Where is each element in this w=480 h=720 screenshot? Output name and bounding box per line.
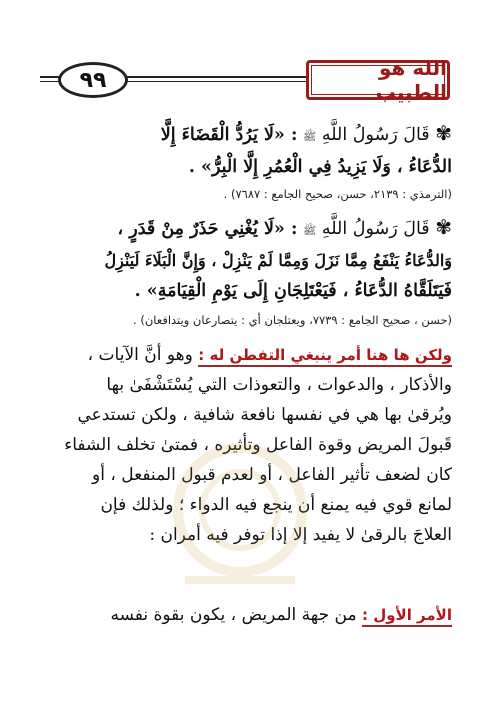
page-number: ٩٩ (58, 62, 128, 98)
hadith-1 (34, 118, 452, 182)
hadith-1-line-1 (34, 118, 452, 152)
paragraph-line-1-rest: وهو أنَّ الآيات ، (87, 345, 193, 365)
paragraph-line-3: ويُرقىٰ بها هي في نفسها نافعة شافية ، ولكن تستدعي (77, 405, 452, 425)
first-matter-line (34, 600, 452, 630)
paragraph-line-2: والأذكار ، والدعوات ، والتعوذات التي يُسْتَشْفَىٰ بها (106, 375, 452, 395)
first-matter (34, 600, 452, 630)
highlight-phrase: ولكن ها هنا أمر ينبغي التفطن له : (198, 346, 452, 367)
hadith-2-line-1 (34, 212, 452, 246)
paragraph-line-5: كان لضعف تأثير الفاعل ، أو لعدم قبول المنفعل ، أو (92, 465, 452, 485)
first-matter-label: الأمر الأول : (362, 606, 452, 627)
hadith-1-quote-start: : «لَا يَرُدُّ الْقَضَاءَ إِلَّا (160, 125, 298, 145)
page-header (40, 56, 450, 104)
paragraph-line-1 (34, 340, 452, 370)
paragraph-line-4: قَبولَ المريض وقوة الفاعل وتأثيره ، فمتىٰ تخلف الشفاء (64, 435, 452, 455)
hadith-1-line-2: الدُّعَاءُ ، وَلَا يَزِيدُ فِي الْعُمُرِ إِلَّا الْبِرُّ» . (188, 157, 452, 177)
salawat-symbol: ﷺ (303, 224, 317, 237)
first-matter-text: من جهة المريض ، يكون بقوة نفسه (110, 605, 357, 625)
page-title: الله هو الطبيب (306, 60, 450, 100)
hadith-1-reference: (الترمذي : ٢١٣٩، حسن، صحيح الجامع : ٧٦٨٧) . (223, 187, 452, 201)
hadith-2-reference: (حسن ، صحيح الجامع : ٧٧٣٩، ويعتلجان أي : يتصارعان ويتدافعان) . (133, 313, 452, 327)
salawat-symbol: ﷺ (303, 130, 317, 143)
hadith-2 (34, 212, 452, 306)
flower-bullet-icon: ✾ (435, 121, 452, 145)
paragraph-line-7: العلاجَ بالرقىٰ لا يفيد إلا إذا توفر فيه أمران : (149, 525, 452, 545)
paragraph-line-6: لمانع قوي فيه يمنع أن ينجع فيه الدواء ؛ ولذلك فإن (100, 495, 452, 515)
hadith-2-intro: قَالَ رَسُولُ اللَّهِ (321, 219, 430, 239)
hadith-2-quote-start: : «لَا يُغْنِي حَذَرٌ مِنْ قَدَرٍ ، (117, 219, 298, 239)
hadith-2-line-2: وَالدُّعَاءُ يَنْفَعُ مِمَّا نَزَلَ وَمِمَّا لَمْ يَنْزِلْ ، وَإِنَّ الْبَلَاءَ لَيَنْزِلُ (104, 251, 452, 270)
flower-bullet-icon: ✾ (435, 215, 452, 239)
explanation-paragraph (34, 340, 452, 550)
hadith-2-line-3: فَيَتَلَقَّاهُ الدُّعَاءُ ، فَيَعْتَلِجَانِ إِلَى يَوْمِ الْقِيَامَةِ» . (134, 281, 452, 301)
hadith-1-intro: قَالَ رَسُولُ اللَّهِ (321, 125, 430, 145)
